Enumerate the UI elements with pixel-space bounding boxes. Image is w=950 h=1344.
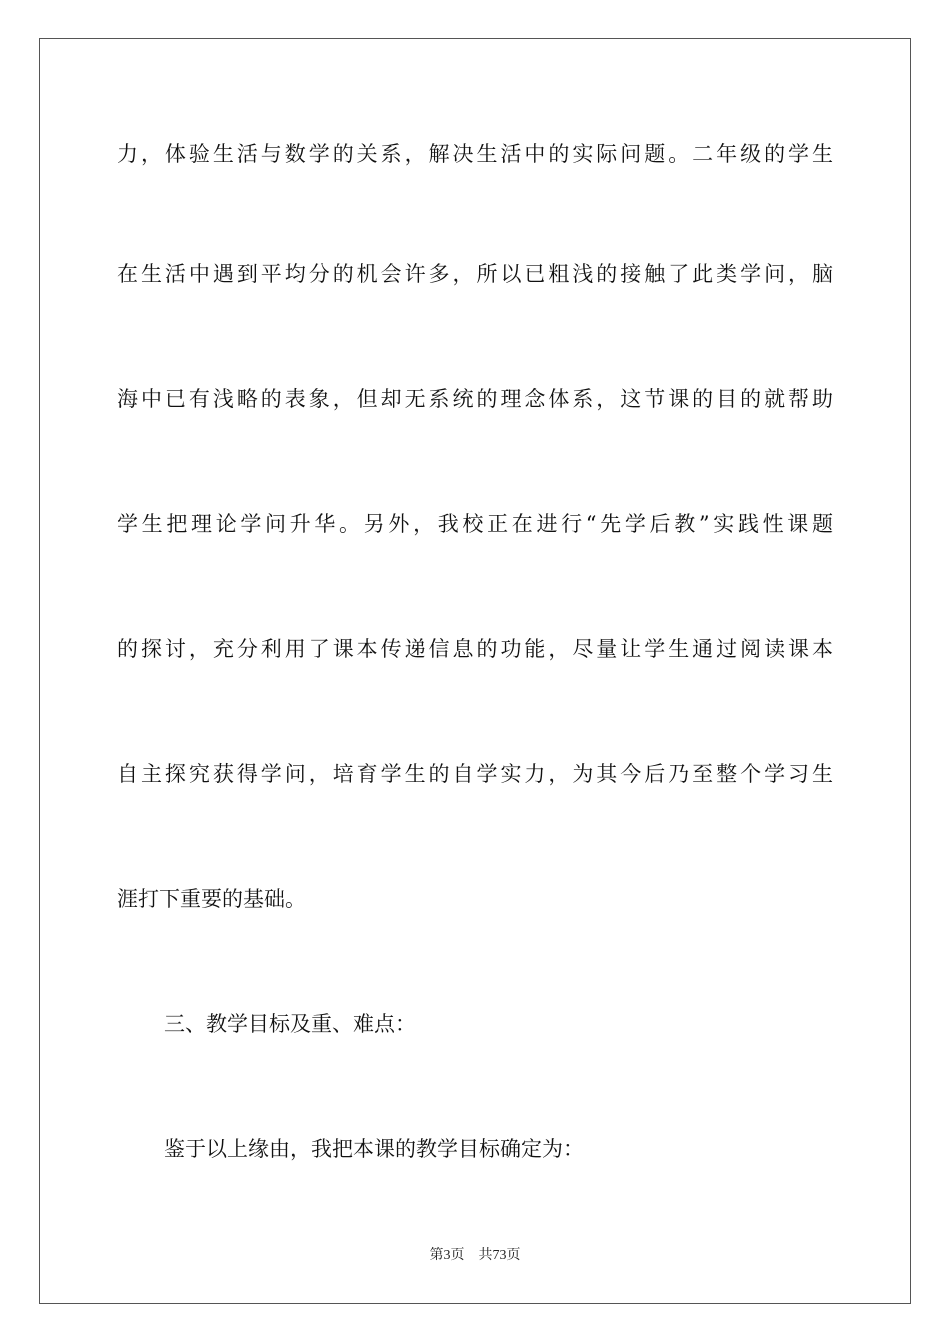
paragraph-line: 在生活中遇到平均分的机会许多，所以已粗浅的接触了此类学问，脑 — [117, 262, 833, 286]
paragraph-line: 自主探究获得学问，培育学生的自学实力，为其今后乃至整个学习生 — [117, 762, 833, 786]
page-total: 共73页 — [478, 1248, 521, 1263]
section-heading: 三、教学目标及重、难点： — [164, 1012, 416, 1036]
page-border — [39, 38, 911, 1304]
page-number: 第3页 — [429, 1248, 465, 1263]
paragraph-line: 力，体验生活与数学的关系，解决生活中的实际问题。二年级的学生 — [117, 142, 833, 166]
paragraph-line: 学生把理论学问升华。另外，我校正在进行“先学后教”实践性课题 — [117, 512, 833, 536]
paragraph-line: 涯打下重要的基础。 — [117, 887, 306, 911]
page-footer — [0, 1246, 950, 1266]
paragraph-line: 海中已有浅略的表象，但却无系统的理念体系，这节课的目的就帮助 — [117, 387, 833, 411]
intro-line: 鉴于以上缘由，我把本课的教学目标确定为： — [164, 1137, 584, 1161]
paragraph-line: 的探讨，充分利用了课本传递信息的功能，尽量让学生通过阅读课本 — [117, 637, 833, 661]
